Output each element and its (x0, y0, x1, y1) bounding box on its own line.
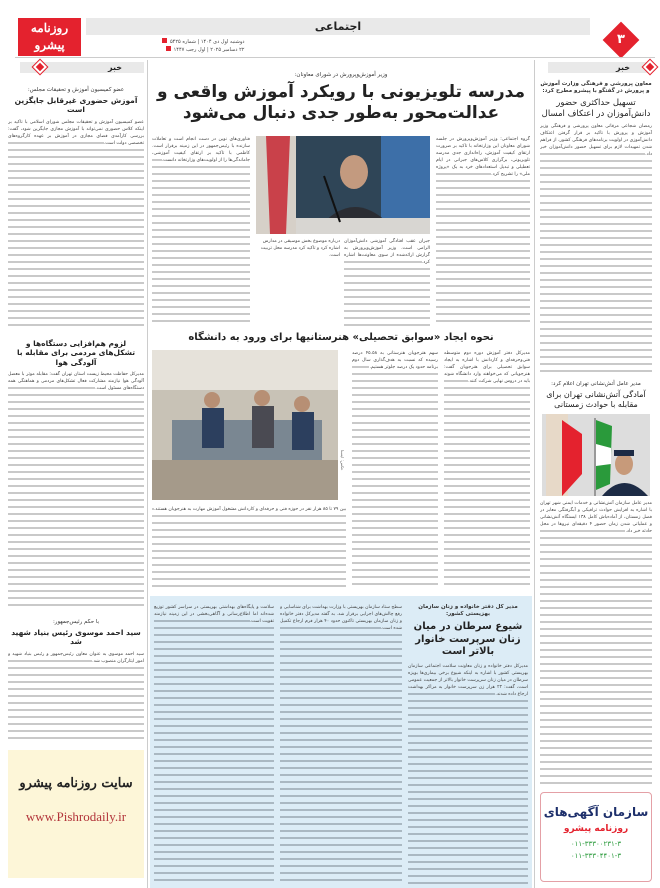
story-title[interactable]: سید احمد موسوی رئیس بنیاد شهید شد (11, 627, 141, 647)
story-title[interactable]: تسهیل حداکثری حضور دانش‌آموزان در اعتکاف امسال (541, 98, 651, 119)
photo-illustration (152, 350, 338, 500)
page-number-badge (603, 22, 640, 59)
panel-kicker: مدیر کل دفتر خانواده و زنان سازمان بهزیستی کشور: (418, 604, 518, 617)
ad-subtitle: روزنامه پیشرو (563, 824, 629, 834)
ad-phone-2: ۰۱۱-۳۳۳۰۴۴۰۱-۳ (570, 852, 622, 860)
panel-headline[interactable]: شیوع سرطان در میان زنان سرپرست خانوار بالاتر است (413, 621, 523, 657)
diamond-icon (33, 60, 47, 74)
page-number: ۳ (617, 32, 625, 47)
ad-phone-1: ۰۱۱-۳۳۳۰۰۲۳۱-۳ (570, 840, 622, 848)
story-kicker: با حکم رئیس‌جمهور: (52, 618, 100, 625)
newspaper-logo: روزنامه پیشرو (18, 18, 81, 56)
column-divider (147, 60, 148, 888)
main-col-2: جبران عقب افتادگی آموزشی دانش‌آموزان الزامی است. وزیر آموزش‌وپرورش به گزارش ارائه‌شده از سوی معاونت‌ها اشاره کرد. (344, 238, 430, 326)
story-body: عضو کمیسیون آموزش و تحقیقات مجلس شورای اسلامی با تاکید بر اینکه کلاس حضوری نمی‌تواند با آموزش مجازی جایگزین شود، گفت: بررسی کارآمدی فضای مجازی در آموزش بر عهده کارگروه‌های تخصصی دولت است. (8, 119, 144, 329)
story-body: مدیر عامل سازمان آتش‌نشانی و خدمات ایمنی شهر تهران با اشاره به افزایش حوادث ترافیکی و آبگرفتگی معابر در فصل زمستان، از آماده‌باش کامل ۱۳۸ ایستگاه آتش‌نشانی و عملیاتی شدن زمان حضور ۴ دقیقه‌ای نیروها در محل حادثه خبر داد. (540, 500, 652, 788)
main-col-1: گروه اجتماعی: وزیر آموزش‌وپرورش در جلسه شورای معاونان این وزارتخانه با تاکید بر ضرورت ارتقای کیفیت آموزش، راه‌اندازی جدی مدرسه تلویزیونی، برگزاری کلاس‌های جبرانی در ایام تعطیلی و تبدیل استعدادهای خرد به یک «پروژه ملی» را تشریح کرد. (436, 136, 530, 326)
main-col-3: فناوری‌های نوین در دست انجام است و تعاملات سازنده با رئیس‌جمهور در این زمینه برقرار است. کاظمی با تاکید بر ارتقای کیفیت آموزشی، جاماندگی‌ها را از اولویت‌های وزارتخانه دانست. (152, 136, 250, 326)
diamond-icon (643, 60, 657, 74)
issue-dates (162, 38, 244, 54)
panel-lead-column (408, 604, 528, 884)
news-label-text: خبر (107, 63, 122, 72)
photo-illustration (256, 136, 430, 234)
website-url[interactable]: www.Pishrodaily.ir (25, 809, 127, 824)
header-divider (15, 57, 655, 58)
workshop-photo (152, 350, 338, 500)
ad-agency-box[interactable] (540, 792, 652, 882)
story-kicker: مدیر عامل آتش‌نشانی تهران اعلام کرد: (551, 381, 641, 388)
story-kicker: عضو کمیسیون آموزش و تحقیقات مجلس: (27, 87, 125, 93)
story2-col-3: بین ۷۹ تا ۸۵ هزار نفر در حوزه فنی و حرفه‌ای و کاردانش مشغول آموزش مهارت به هنرجویان هستند. (152, 506, 346, 590)
minister-photo (256, 136, 430, 234)
news-label (20, 62, 144, 73)
story-body: مدیرکل حفاظت محیط زیست استان تهران گفت: مقابله موثر با معضل آلودگی هوا نیازمند مشارکت فعال تشکل‌های مردمی و هماهنگی همه دستگاه‌های مسئول است. (8, 371, 144, 611)
photo-caption: درباره موضوع بخش موسیقی در مدارس اشاره کرد و تاکید کرد مدرسه محل تربیت است. (260, 239, 340, 258)
story-body: سید احمد موسوی به عنوان معاون رئیس‌جمهور و رئیس بنیاد شهید و امور ایثارگران منصوب شد. (8, 651, 144, 744)
story2-col-2: سهم هنرجویان هنرستانی به ۴۵.۵۸ درصد رسیده که نسبت به هدف‌گذاری سال دوم برنامه حدود یک درصد جلوتر هستیم. (352, 350, 438, 590)
main-headline[interactable]: مدرسه تلویزیونی با رویکرد آموزش واقعی و عدالت‌محور به‌طور جدی دنبال می‌شود (156, 82, 526, 124)
news-label (548, 62, 652, 73)
column-divider (534, 60, 535, 888)
left-column (8, 62, 144, 744)
story2-headline[interactable]: نحوه ایجاد «سوابق تحصیلی» هنرستانیها برای ورود به دانشگاه (188, 332, 494, 343)
photo-illustration (542, 414, 650, 496)
photo-credit: عکس: ایسنا (340, 450, 345, 471)
panel-col-3: سلامت و پایگاه‌های بهداشتی بهزیستی در سراسر کشور توزیع شده‌اند اما اطلاع‌رسانی و آگاهی‌بخشی در این زمینه نیازمند تقویت است. (154, 604, 274, 884)
website-ad[interactable] (8, 750, 144, 878)
date-line-2: ۲۲ دسامبر ۲۰۲۵ | اول رجب ۱۴۴۷ (162, 46, 244, 54)
panel-col-2: سطح ستاد سازمان بهزیستی با وزارت بهداشت برای شناسایی و رفع چالش‌های اجرایی برقرار شد. به گفته مدیرکل دفتر خانواده و زنان سازمان بهزیستی تاکنون حدود ۴۰ هزار فرم ارجاع تکمیل شده است. (280, 604, 402, 884)
story-title[interactable]: آمادگی آتش‌نشانی تهران برای مقابله با حوادث زمستانی (546, 390, 646, 410)
main-kicker: وزیر آموزش‌وپرورش در شورای معاونان: (294, 72, 388, 78)
fire-chief-photo (542, 414, 650, 496)
story-body: رمضان شجاعی مرقاتی معاون پرورشی و فرهنگی وزیر آموزش و پرورش با تاکید بر قرار گرفتن اعتکاف دانش‌آموزی در اولویت برنامه‌های فرهنگی کشور، از فراهم شدن تمهیدات لازم برای تسهیل حضور دانش‌آموزان خبر داد. (540, 123, 652, 373)
news-label-text: خبر (615, 63, 630, 72)
ad-title: سایت روزنامه پیشرو (19, 776, 133, 791)
panel-col-1: مدیرکل دفتر خانواده و زنان معاونت سلامت اجتماعی سازمان بهزیستی کشور با اشاره به اینکه شیوع برخی بیماری‌ها بویژه سرطان در میان زنان سرپرست خانوار بالاتر از جمعیت عمومی است، گفت: ۲۲ هزار زن سرپرست خانوار به مراکز بهداشت ارجاع داده شدند. (408, 663, 528, 885)
date-line-1: دوشنبه اول دی ۱۴۰۴ | شماره ۵۴۲۵ (162, 38, 244, 46)
story-title[interactable]: آموزش حضوری غیرقابل جایگزین است (14, 96, 138, 115)
story-kicker: معاون پرورشی و فرهنگی وزارت آموزش و پرورش در گفتگو با پیشرو مطرح کرد: (540, 81, 652, 94)
section-title: اجتماعی (86, 18, 590, 35)
story2-col-1: مدیرکل دفتر آموزش دوره دوم متوسطه فنی‌وحرفه‌ای و کاردانش با اشاره به ایجاد سوابق تحصیلی برای هنرجویان گفت: هنرجویانی که می‌خواهند وارد دانشگاه شوند باید در دروس نهایی شرکت کنند. (444, 350, 530, 590)
ad-title: سازمان آگهی‌های (543, 805, 649, 819)
right-column (540, 62, 652, 788)
story-title[interactable]: لزوم هم‌افزایی دستگاه‌ها و تشکل‌های مردمی برای مقابله با آلودگی هوا (16, 338, 136, 367)
